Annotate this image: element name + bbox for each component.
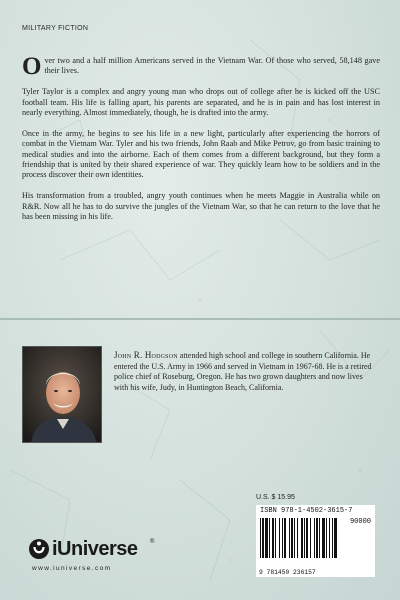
barcode-digits: 9 781450 236157 — [259, 569, 316, 576]
iuniverse-logo-icon — [28, 537, 50, 561]
price-label: U.S. $ 15.95 — [256, 494, 295, 501]
blurb-paragraph-4: His transformation from a troubled, angry youth continues when he meets Maggie in Australia while on R&R. Now all he has to do survive the jungles of the Vietnam War, so that he can return to the love that he has been missing in his life. — [22, 191, 380, 222]
author-bio-text: attended high school and college in southern California. He entered the U.S. Army in 1966 and served in Vietnam in 1967-68. He is a retired police chief of Roseburg, Oregon. He has two grown daughters and now lives with his wife, Judy, in Huntington Beach, California. — [114, 351, 372, 393]
back-cover-blurb — [22, 53, 380, 233]
blurb-paragraph-3: Once in the army, he begins to see his life in a new light, particularly after experiencing the horrors of combat in the Vietnam War. Tyler and his two friends, John Raab and Mike Petrov, go from basic training to medical studies and into the airborne. Each of them comes from a different background, but they form a friendship that is united by their shared experience of war. They quickly learn how to be soldiers and in the process discover their own identities. — [22, 128, 380, 180]
blurb-paragraph-1-text: ver two and a half million Americans served in the Vietnam War. Of those who served, 58,148 gave their lives. — [44, 56, 380, 76]
section-divider — [0, 318, 400, 320]
author-name: John R. Hodgson — [114, 350, 178, 360]
drop-cap: O — [22, 53, 42, 80]
isbn-number: ISBN 978-1-4502-3615-7 — [260, 507, 353, 515]
author-photo — [22, 346, 102, 443]
price-code: 90000 — [349, 518, 371, 526]
author-bio — [114, 350, 372, 394]
publisher-name: iUniverse — [52, 538, 138, 560]
publisher-url: www.iuniverse.com — [32, 565, 112, 572]
blurb-paragraph-1 — [22, 53, 380, 80]
isbn-barcode — [256, 505, 375, 577]
genre-label: MILITARY FICTION — [22, 25, 89, 32]
blurb-paragraph-2: Tyler Taylor is a complex and angry young man who drops out of college after he is kicked off the USC football team. His life is falling apart, his parents are separated, and he is in pain and has lost interest in nearly everything. Almost immediately, though, he is drafted into the army. — [22, 87, 380, 118]
barcode-icon — [260, 518, 371, 566]
publisher-logo — [28, 537, 168, 561]
registered-mark: ® — [150, 539, 155, 545]
